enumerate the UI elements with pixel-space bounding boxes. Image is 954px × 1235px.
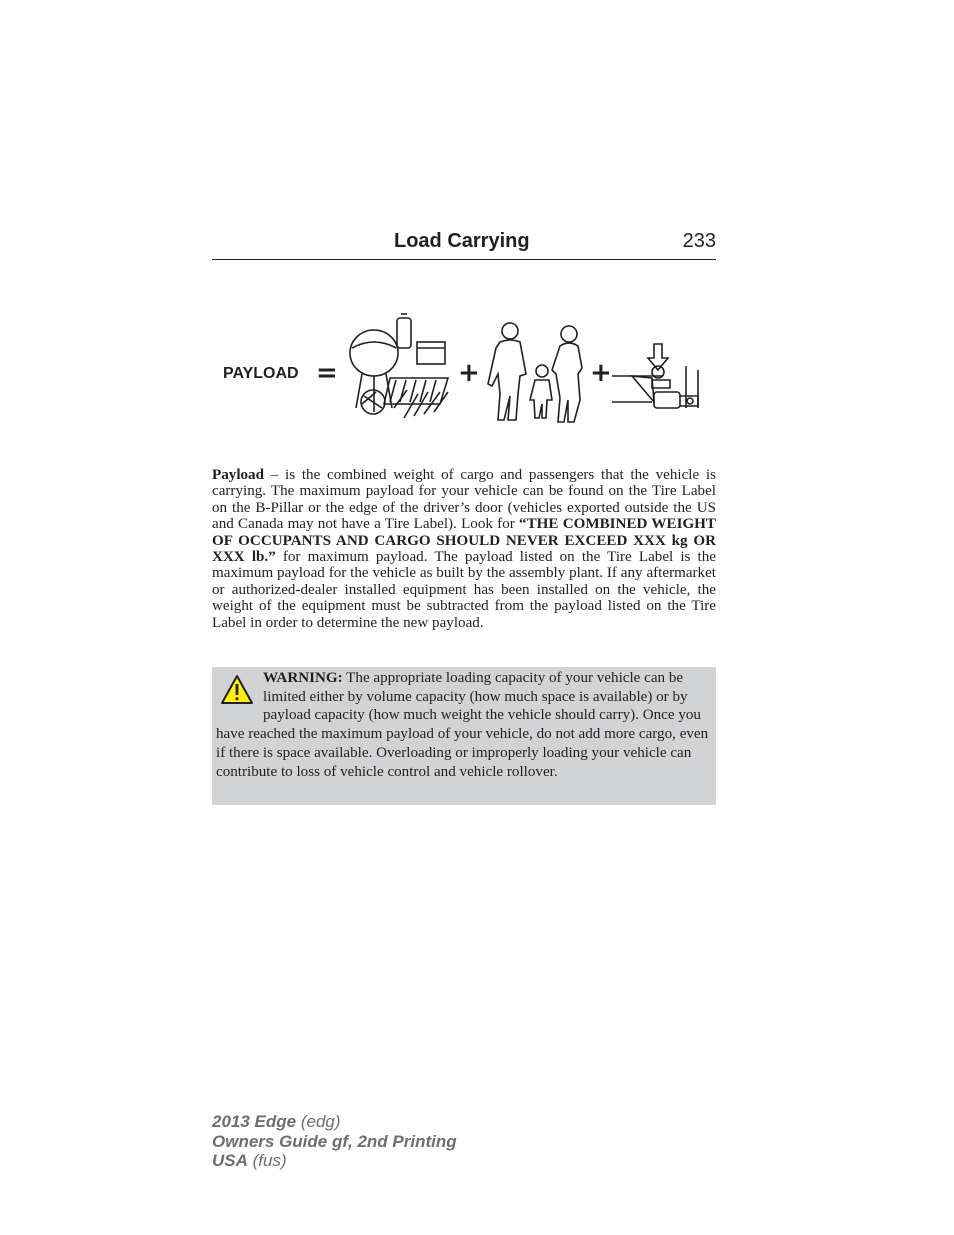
footer-model-code: (edg) xyxy=(296,1112,341,1131)
warning-text: The appropriate loading capacity of your vehicle can be limited either by volume capacity (how much space is available) or by payload capacity (how much weight the vehicle should carry). Once you have reached the maximum payload of your vehicle, do not add more cargo, even if there is space available. Overloading or improperly loading your vehicle can contribute to loss of vehicle control and vehicle rollover. xyxy=(216,670,709,780)
warning-box xyxy=(212,667,716,805)
plus-sign-1: + xyxy=(458,358,480,388)
page-number: 233 xyxy=(682,230,716,252)
warning-triangle-icon xyxy=(220,673,254,707)
payload-text-2: for maximum payload. The payload listed on the Tire Label is the maximum payload for the vehicle as built by the assembly plant. If any aftermarket or authorized-dealer installed equipment has been installed on the vehicle, the weight of the equipment must be subtracted from the payload listed on the Tire Label in order to determine the new payload. xyxy=(212,549,716,631)
tire-label-quote: “THE COMBINED WEIGHT OF OCCUPANTS AND CARGO SHOULD NEVER EXCEED XXX kg OR XXX lb.” xyxy=(212,516,716,566)
passengers-icon xyxy=(488,323,582,422)
footer-region: USA xyxy=(212,1151,248,1170)
cargo-icon xyxy=(350,314,448,418)
payload-illustration xyxy=(212,308,716,428)
footer-region-code: (fus) xyxy=(247,1151,287,1170)
payload-paragraph xyxy=(212,467,716,631)
equals-sign: = xyxy=(316,358,338,388)
footer-model: 2013 Edge xyxy=(212,1112,297,1131)
payload-label: PAYLOAD xyxy=(223,365,299,382)
section-title: Load Carrying xyxy=(394,230,530,252)
page-header xyxy=(212,228,716,260)
footer-model-line xyxy=(212,1112,457,1132)
footer-region-line xyxy=(212,1151,457,1171)
plus-sign-2: + xyxy=(590,358,612,388)
page-footer xyxy=(212,1112,457,1171)
hitch-weight-icon xyxy=(612,344,698,408)
payload-text-1: – is the combined weight of cargo and passengers that the vehicle is carrying. The maximum payload for your vehicle can be found on the Tire Label on the B-Pillar or the edge of the driver’s door (vehicles exported outside the US and Canada may not have a Tire Label). Look for xyxy=(212,467,716,533)
warning-label: WARNING: xyxy=(263,670,343,686)
footer-guide: Owners Guide gf, 2nd Printing xyxy=(212,1131,457,1151)
footer-guide-line xyxy=(212,1132,457,1152)
payload-term: Payload xyxy=(212,467,264,483)
